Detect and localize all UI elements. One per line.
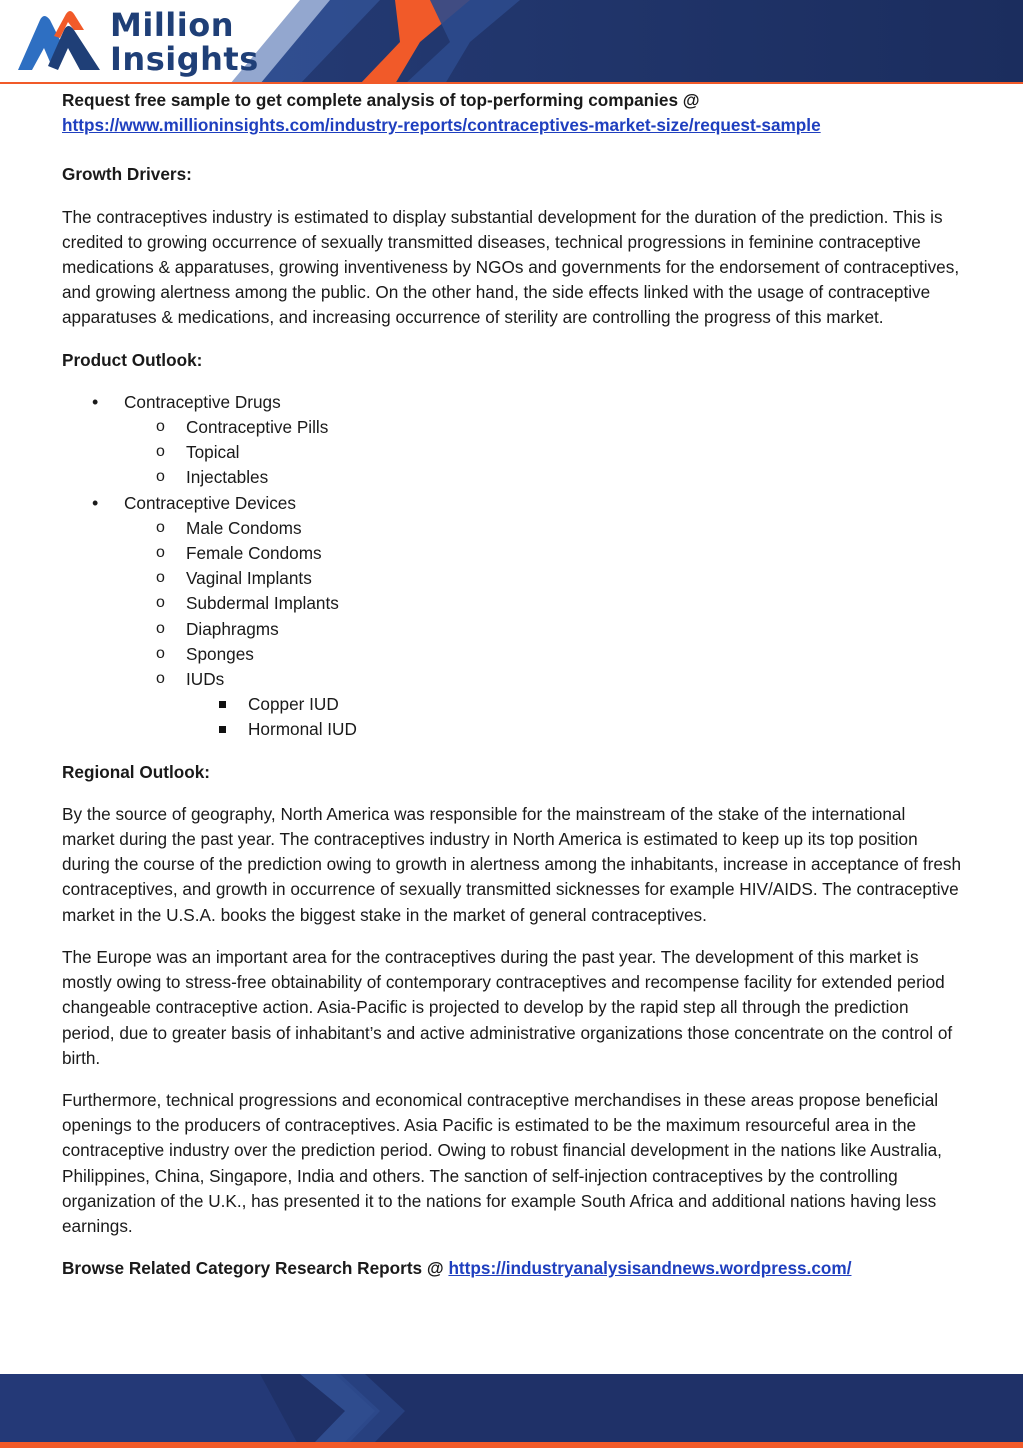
list-item: o Female Condoms — [124, 541, 962, 566]
list-item: o Subdermal Implants — [124, 591, 962, 616]
browse-reports-text: Browse Related Category Research Reports @ — [62, 1258, 444, 1279]
list-item: o Contraceptive Pills — [124, 415, 962, 440]
header-accent-line — [0, 82, 1023, 84]
request-sample-link[interactable]: https://www.millioninsights.com/industry-reports/contraceptives-market-size/request-sample — [62, 115, 821, 136]
devices-sublist — [124, 516, 962, 743]
list-item: o Male Condoms — [124, 516, 962, 541]
product-outlook-list — [62, 390, 962, 743]
footer-accent-line — [0, 1442, 1023, 1448]
list-item: o Diaphragms — [124, 617, 962, 642]
list-item-label: IUDs — [186, 669, 225, 690]
logo-wordmark — [110, 8, 259, 76]
list-item-iuds — [124, 667, 962, 743]
browse-reports-line — [62, 1256, 962, 1281]
logo-line-2: Insights — [110, 40, 259, 78]
list-item-drugs — [62, 390, 962, 491]
header-banner — [0, 0, 1023, 84]
list-item: o Vaginal Implants — [124, 566, 962, 591]
growth-drivers-paragraph: The contraceptives industry is estimated to display substantial development for the duration of the prediction. This is credited to growing occurrence of sexually transmitted diseases, technical progressions in feminine contraceptive medications & apparatuses, growing inventiveness by NGOs and governments for the endorsement of contraceptives, and growing alertness among the public. On the other hand, the side effects linked with the usage of contraceptive apparatuses & medications, and increasing occurrence of sterility are controlling the progress of this market. — [62, 206, 960, 328]
list-item: o Injectables — [124, 465, 962, 490]
browse-reports-link[interactable]: https://industryanalysisandnews.wordpress.com/ — [448, 1258, 852, 1279]
list-item: o Topical — [124, 440, 962, 465]
list-item-devices — [62, 491, 962, 743]
list-item-label: Contraceptive Drugs — [124, 391, 281, 412]
regional-paragraph-3: Furthermore, technical progressions and economical contraceptive merchandises in these areas propose beneficial openings to the producers of contraceptives. Asia Pacific is estimated to be the maximum resourceful area in the contraceptive industry over the prediction period. Owing to robust financial development in the nations like Australia, Philippines, China, Singapore, India and others. The sanction of self-injection contraceptives by the controlling organization of the U.K., has presented it to the nations for example South Africa and additional nations having less earnings. — [62, 1089, 942, 1236]
list-item: o Sponges — [124, 642, 962, 667]
regional-paragraph-1: By the source of geography, North America was responsible for the mainstream of the stake of the international market during the past year. The contraceptives industry in North America is estimated to keep up its top position during the course of the prediction owing to growth in alertness among the inhabitants, increase in acceptance of fresh contraceptives, and growth in occurrence of sexually transmitted sicknesses for example HIV/AIDS. The contraceptive market in the U.S.A. books the biggest stake in the market of general contraceptives. — [62, 803, 962, 925]
product-outlook-heading: Product Outlook: — [62, 349, 203, 370]
list-item: Copper IUD — [186, 692, 962, 717]
million-insights-logo — [14, 6, 259, 78]
iud-sublist — [186, 692, 962, 742]
list-item-label: Contraceptive Devices — [124, 492, 296, 513]
drugs-sublist — [124, 415, 962, 491]
logo-line-1: Million — [110, 6, 234, 44]
list-item: Hormonal IUD — [186, 717, 962, 742]
growth-drivers-heading: Growth Drivers: — [62, 164, 192, 185]
footer-background — [0, 1374, 1023, 1448]
logo-mark-icon — [14, 6, 106, 78]
request-sample-text: Request free sample to get complete analysis of top-performing companies @ — [62, 90, 700, 110]
footer-banner — [0, 1374, 1023, 1448]
regional-outlook-heading: Regional Outlook: — [62, 761, 210, 782]
document-body — [62, 88, 962, 1281]
regional-paragraph-2: The Europe was an important area for the contraceptives during the past year. The development of this market is mostly owing to stress-free obtainability of contemporary contraceptives and recompense facility for extended period changeable contraceptive action. Asia-Pacific is projected to develop by the rapid step all through the prediction period, due to greater basis of inhabitant’s and active administrative organizations those concentrate on the control of birth. — [62, 946, 953, 1068]
